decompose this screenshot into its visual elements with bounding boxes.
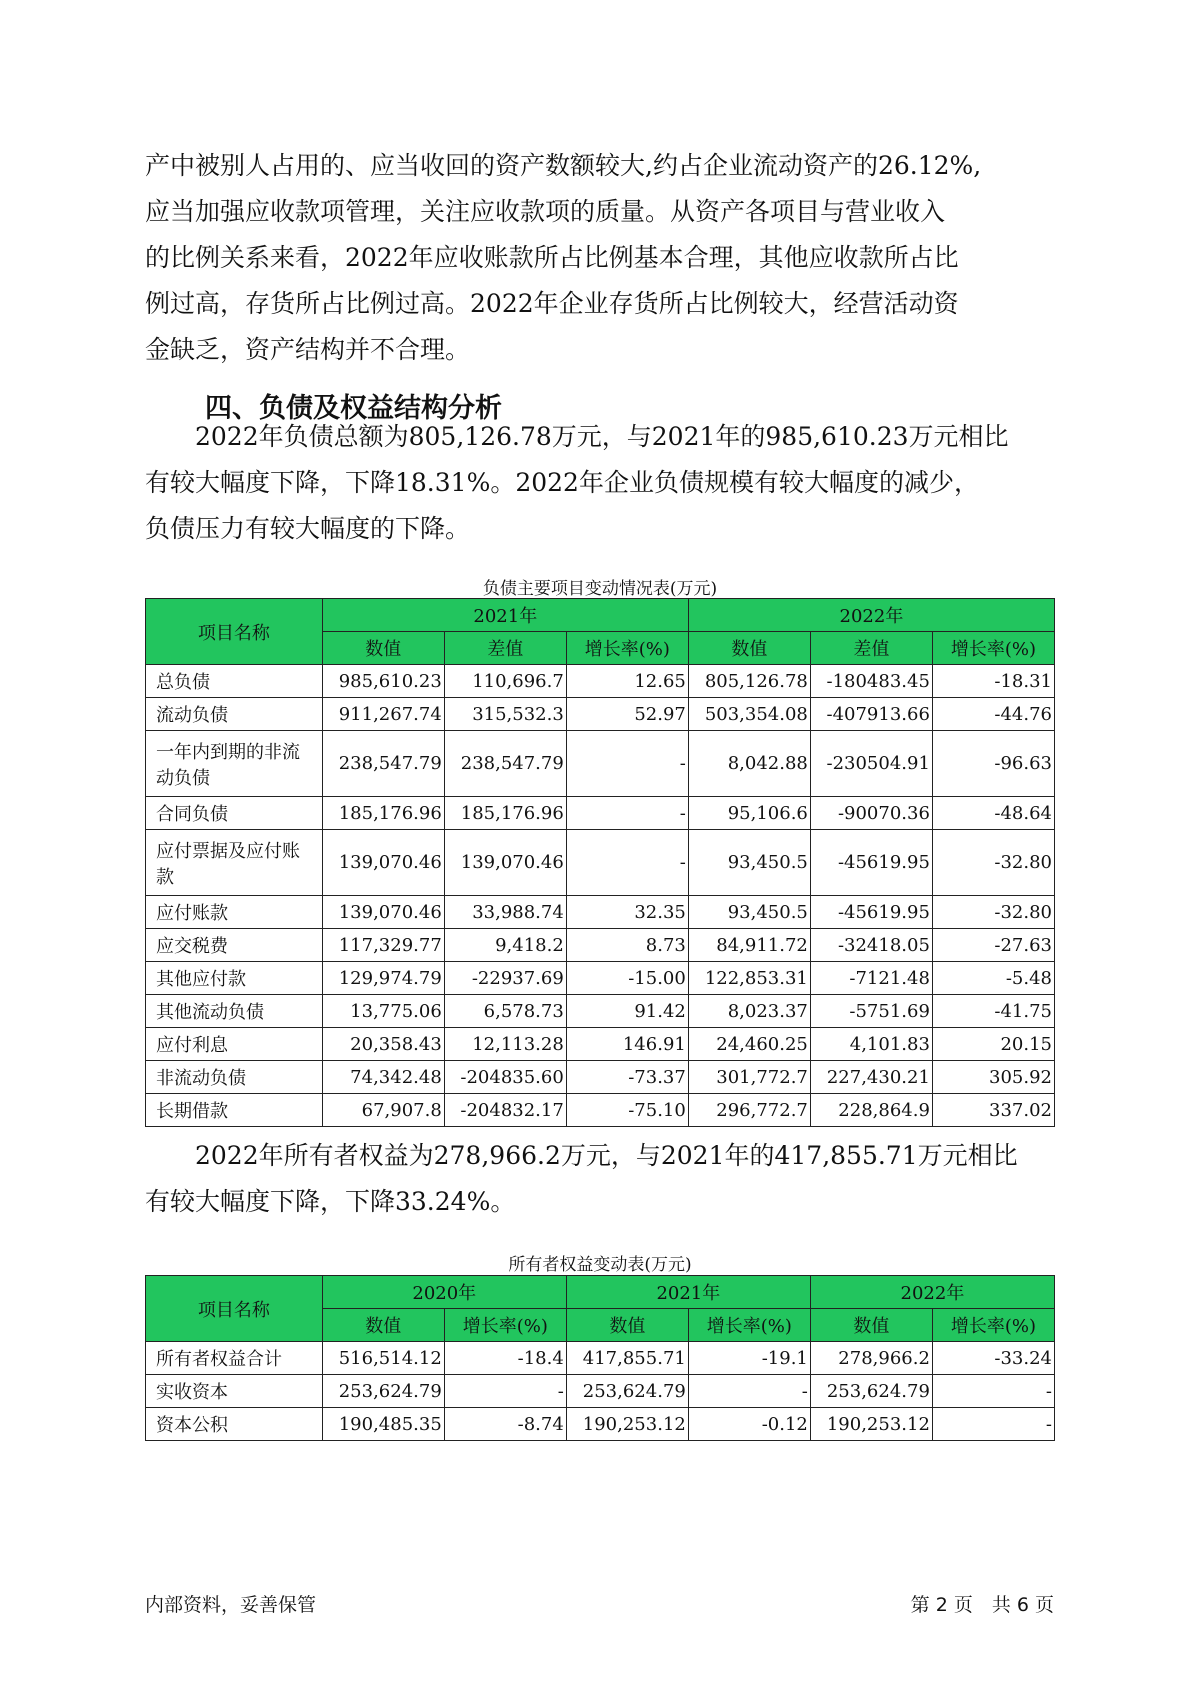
table-cell: -230504.91 [810,731,932,797]
table-cell: -204835.60 [444,1061,566,1094]
table-cell: 91.42 [566,995,688,1028]
table-cell: -33.24 [932,1342,1054,1375]
header-column: 数值 [688,632,810,665]
table-cell: -90070.36 [810,797,932,830]
header-column: 增长率(%) [932,632,1054,665]
table-cell: 278,966.2 [810,1342,932,1375]
table-row [146,962,1055,995]
header-year: 2022年 [810,1276,1054,1309]
table-cell: -5.48 [932,962,1054,995]
table-cell: 253,624.79 [810,1375,932,1408]
row-label [146,698,323,731]
table-cell: 12.65 [566,665,688,698]
table-cell: -32418.05 [810,929,932,962]
table-cell: 33,988.74 [444,896,566,929]
table-cell: 190,485.35 [322,1408,444,1441]
paragraph-liability-summary [145,414,1055,552]
footer-note: 内部资料，妥善保管 [145,1594,317,1616]
table-cell: -8.74 [444,1408,566,1441]
table-cell: - [932,1408,1054,1441]
table-cell: 74,342.48 [322,1061,444,1094]
header-column: 增长率(%) [444,1309,566,1342]
table-cell: -19.1 [688,1342,810,1375]
equity-change-table [145,1275,1055,1441]
row-label [146,1375,323,1408]
header-column: 增长率(%) [932,1309,1054,1342]
table-cell: - [566,731,688,797]
table-cell: -7121.48 [810,962,932,995]
text-line: 例过高，存货所占比例过高。2022年企业存货所占比例较大，经营活动资 [145,289,959,318]
table-cell: 24,460.25 [688,1028,810,1061]
row-label-line: 实收资本 [156,1382,228,1403]
table-cell: -32.80 [932,830,1054,896]
header-column: 数值 [566,1309,688,1342]
table-cell: 13,775.06 [322,995,444,1028]
table-cell: 8,023.37 [688,995,810,1028]
row-label [146,995,323,1028]
table-cell: 32.35 [566,896,688,929]
table-cell: - [566,830,688,896]
table-row [146,995,1055,1028]
table-cell: 228,864.9 [810,1094,932,1127]
table-cell: -5751.69 [810,995,932,1028]
table-cell: -27.63 [932,929,1054,962]
table-cell: -96.63 [932,731,1054,797]
row-label-line: 总负债 [156,672,210,693]
row-label-line: 合同负债 [156,804,228,825]
table-cell: 8,042.88 [688,731,810,797]
table-cell: 417,855.71 [566,1342,688,1375]
table-cell: -18.31 [932,665,1054,698]
table-cell: 146.91 [566,1028,688,1061]
row-label [146,797,323,830]
row-label [146,1028,323,1061]
table-row [146,1342,1055,1375]
table-row [146,665,1055,698]
row-label-line: 应付账款 [156,903,228,924]
table-cell: 190,253.12 [810,1408,932,1441]
table-cell: -32.80 [932,896,1054,929]
header-year: 2021年 [566,1276,810,1309]
table-cell: -45619.95 [810,896,932,929]
table-cell: - [688,1375,810,1408]
header-column: 数值 [810,1309,932,1342]
row-label [146,1342,323,1375]
table2-caption: 所有者权益变动表(万元) [508,1255,692,1275]
table-cell: 190,253.12 [566,1408,688,1441]
row-label-line: 其他流动负债 [156,1002,264,1023]
text-line: 的比例关系来看，2022年应收账款所占比例基本合理，其他应收款所占比 [145,243,959,272]
table-cell: -407913.66 [810,698,932,731]
table-row [146,1408,1055,1441]
table-cell: 185,176.96 [322,797,444,830]
table-cell: - [566,797,688,830]
table-cell: -41.75 [932,995,1054,1028]
row-label [146,1408,323,1441]
row-label [146,929,323,962]
header-column: 差值 [444,632,566,665]
text-line: 金缺乏，资产结构并不合理。 [145,335,471,364]
table-cell: 337.02 [932,1094,1054,1127]
text-line: 有较大幅度下降，下降33.24%。 [145,1187,516,1216]
row-label-line: 一年内到期的非流 [156,741,300,763]
row-label [146,1094,323,1127]
row-label-line: 应付票据及应付账 [156,840,300,862]
table-row [146,1028,1055,1061]
header-year: 2022年 [688,599,1054,632]
table-cell: 503,354.08 [688,698,810,731]
table-cell: 4,101.83 [810,1028,932,1061]
table-cell: 129,974.79 [322,962,444,995]
table-cell: 911,267.74 [322,698,444,731]
row-label [146,896,323,929]
table1-caption: 负债主要项目变动情况表(万元) [482,579,718,599]
table-cell: -18.4 [444,1342,566,1375]
table-cell: -48.64 [932,797,1054,830]
table-row [146,1094,1055,1127]
table-cell: 20.15 [932,1028,1054,1061]
header-column: 数值 [322,1309,444,1342]
table-cell: 67,907.8 [322,1094,444,1127]
table-cell: 122,853.31 [688,962,810,995]
table-cell: 117,329.77 [322,929,444,962]
table-cell: -22937.69 [444,962,566,995]
row-label [146,962,323,995]
table-cell: -15.00 [566,962,688,995]
table-cell: 296,772.7 [688,1094,810,1127]
row-label-line: 流动负债 [156,705,228,726]
table-cell: -45619.95 [810,830,932,896]
row-label-line: 长期借款 [156,1101,228,1122]
page-number: 第 2 页 共 6 页 [910,1594,1054,1616]
header-column: 增长率(%) [566,632,688,665]
table-row [146,698,1055,731]
table-cell: -0.12 [688,1408,810,1441]
text-line: 有较大幅度下降，下降18.31%。2022年企业负债规模有较大幅度的减少， [145,468,979,497]
table-row [146,929,1055,962]
table-cell: 6,578.73 [444,995,566,1028]
table-cell: 52.97 [566,698,688,731]
header-item-name: 项目名称 [146,1276,323,1342]
header-year: 2021年 [322,599,688,632]
table-cell: - [932,1375,1054,1408]
table-cell: 985,610.23 [322,665,444,698]
table-cell: 227,430.21 [810,1061,932,1094]
table-row [146,797,1055,830]
table-row [146,1375,1055,1408]
section-heading: 四、负债及权益结构分析 [205,393,502,424]
table-row [146,1061,1055,1094]
table-row [146,896,1055,929]
table-cell: -204832.17 [444,1094,566,1127]
table-cell: - [444,1375,566,1408]
table-cell: 253,624.79 [566,1375,688,1408]
text-line: 产中被别人占用的、应当收回的资产数额较大,约占企业流动资产的26.12%, [145,151,982,180]
table-cell: 139,070.46 [444,830,566,896]
row-label-line: 应交税费 [156,936,228,957]
header-year: 2020年 [322,1276,566,1309]
header-column: 差值 [810,632,932,665]
header-item-name: 项目名称 [146,599,323,665]
row-label [146,731,323,797]
text-line: 2022年所有者权益为278,966.2万元，与2021年的417,855.71万元相比 [145,1141,1018,1170]
row-label [146,665,323,698]
header-column: 数值 [322,632,444,665]
row-label-line: 款 [156,866,174,888]
table-cell: 305.92 [932,1061,1054,1094]
table-cell: 301,772.7 [688,1061,810,1094]
row-label-line: 所有者权益合计 [156,1349,282,1370]
table-cell: 95,106.6 [688,797,810,830]
table-cell: 315,532.3 [444,698,566,731]
table-cell: -75.10 [566,1094,688,1127]
liability-change-table [145,598,1055,1127]
table-cell: -73.37 [566,1061,688,1094]
table-cell: 12,113.28 [444,1028,566,1061]
table-cell: 185,176.96 [444,797,566,830]
paragraph-asset-structure [145,143,1055,373]
table-cell: 238,547.79 [322,731,444,797]
table-cell: 20,358.43 [322,1028,444,1061]
header-column: 增长率(%) [688,1309,810,1342]
row-label-line: 资本公积 [156,1415,228,1436]
table-row [146,731,1055,797]
table-cell: 516,514.12 [322,1342,444,1375]
table-cell: -180483.45 [810,665,932,698]
table-cell: 253,624.79 [322,1375,444,1408]
row-label-line: 其他应付款 [156,969,246,990]
row-label-line: 应付利息 [156,1035,228,1056]
text-line: 2022年负债总额为805,126.78万元，与2021年的985,610.23万元相比 [145,422,1009,451]
table-cell: 139,070.46 [322,830,444,896]
table-row [146,830,1055,896]
text-line: 负债压力有较大幅度的下降。 [145,514,471,543]
row-label-line: 动负债 [156,767,210,789]
table-cell: -44.76 [932,698,1054,731]
table-cell: 9,418.2 [444,929,566,962]
table-cell: 110,696.7 [444,665,566,698]
row-label [146,1061,323,1094]
table-cell: 93,450.5 [688,896,810,929]
table-cell: 238,547.79 [444,731,566,797]
table-cell: 139,070.46 [322,896,444,929]
table-cell: 8.73 [566,929,688,962]
text-line: 应当加强应收款项管理，关注应收款项的质量。从资产各项目与营业收入 [145,197,946,226]
table-cell: 84,911.72 [688,929,810,962]
paragraph-equity-summary [145,1133,1055,1225]
row-label [146,830,323,896]
row-label-line: 非流动负债 [156,1068,246,1089]
table-cell: 93,450.5 [688,830,810,896]
table-cell: 805,126.78 [688,665,810,698]
